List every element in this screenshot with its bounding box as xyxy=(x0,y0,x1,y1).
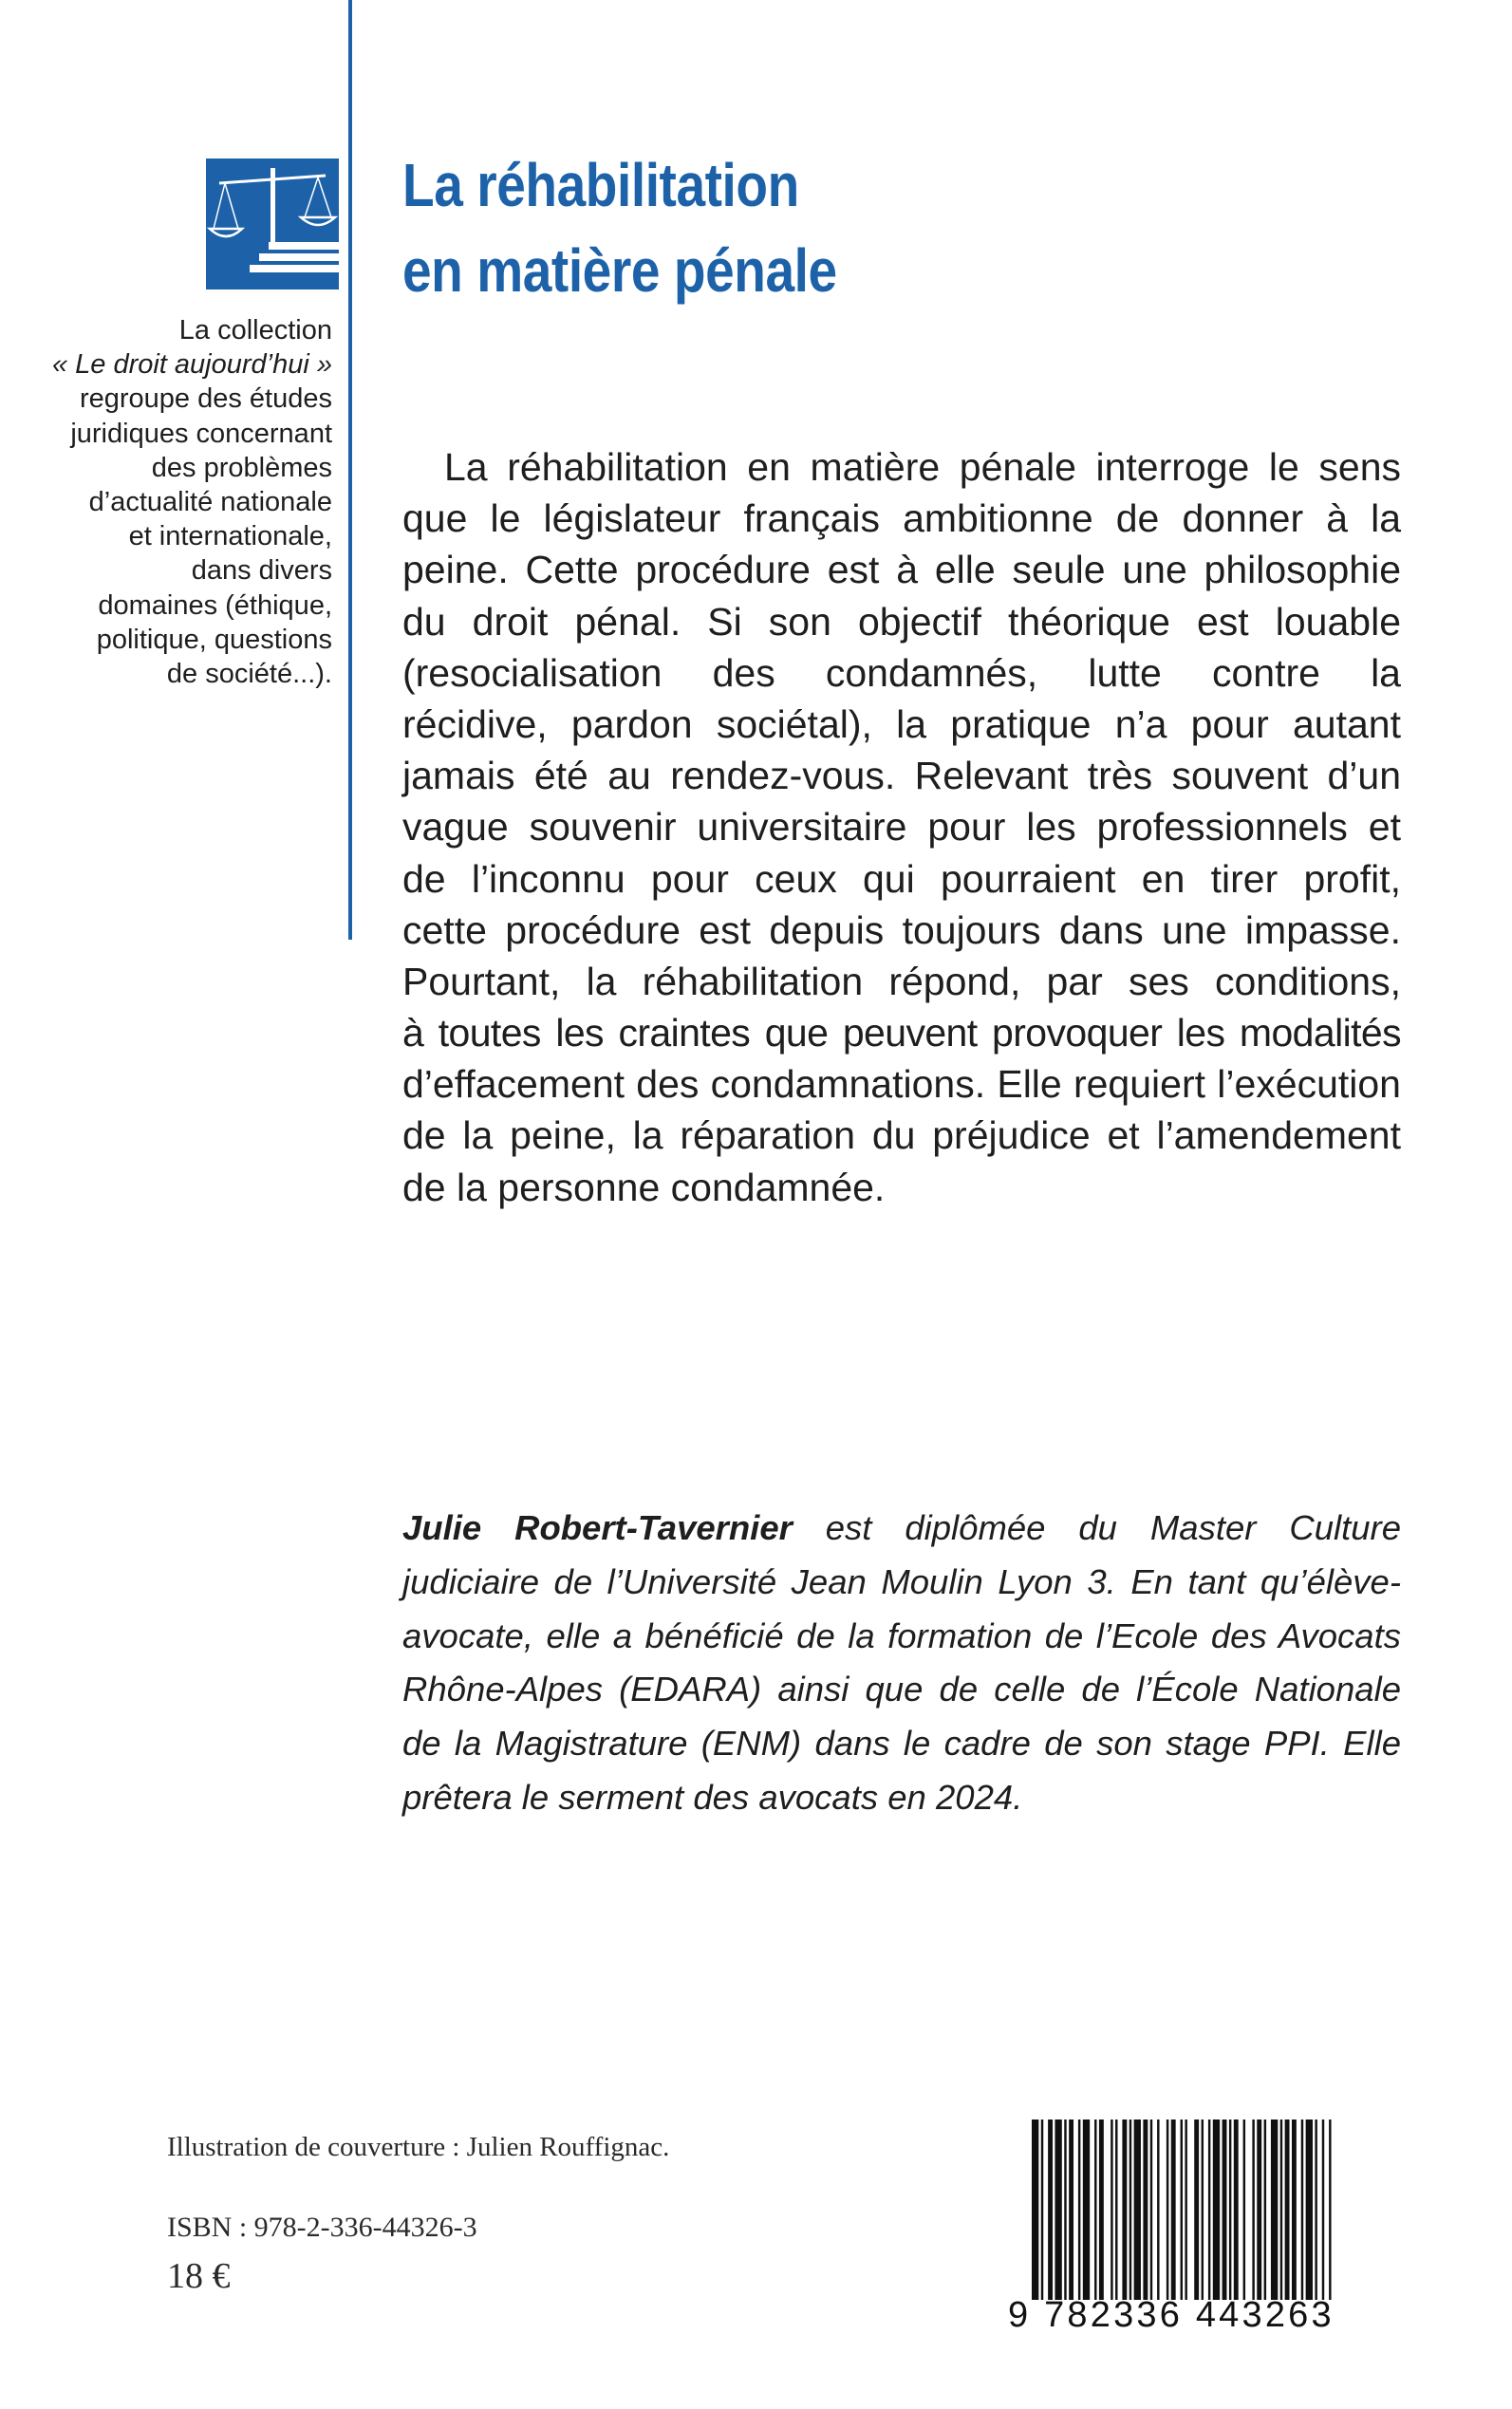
barcode-bar xyxy=(1264,2120,1266,2300)
barcode-bar xyxy=(1115,2120,1117,2300)
bio-line: judiciaire de l’Université Jean Moulin Lyon 3. En tant qu’élève- xyxy=(402,1561,1401,1601)
barcode-bar xyxy=(1055,2120,1061,2300)
bio-line-rest: est diplômée du Master Culture xyxy=(792,1508,1401,1547)
collection-line: d’actualité nationale xyxy=(88,487,332,518)
summary-line: Pourtant, la réhabilitation répond, par ses conditions, xyxy=(402,959,1401,1003)
summary-line: du droit pénal. Si son objectif théorique est louable xyxy=(402,599,1401,644)
barcode-bar xyxy=(1202,2120,1204,2300)
barcode-bar xyxy=(1208,2120,1210,2300)
title-line-1: La réhabilitation xyxy=(402,151,799,219)
barcode-bar xyxy=(1315,2120,1316,2300)
barcode xyxy=(1032,2120,1334,2300)
collection-blurb xyxy=(19,313,332,691)
barcode-bar xyxy=(1099,2120,1104,2300)
barcode-bar xyxy=(1271,2120,1278,2300)
barcode-bar xyxy=(1143,2120,1148,2300)
bio-line: prêtera le serment des avocats en 2024. xyxy=(402,1777,1023,1817)
barcode-bar xyxy=(1134,2120,1141,2300)
summary-line: vague souvenir universitaire pour les professionnels et xyxy=(402,805,1401,850)
summary-line: jamais été au rendez-vous. Relevant très souvent d’un xyxy=(402,754,1401,798)
summary-line: de la personne condamnée. xyxy=(402,1165,886,1209)
barcode-bar xyxy=(1041,2120,1043,2300)
bio-line: Rhône-Alpes (EDARA) ainsi que de celle de l’École Nationale xyxy=(402,1670,1401,1709)
isbn: ISBN : 978-2-336-44326-3 xyxy=(167,2212,477,2243)
barcode-bar xyxy=(1122,2120,1127,2300)
barcode-bar xyxy=(1229,2120,1231,2300)
collection-line: domaines (éthique, xyxy=(98,589,332,621)
barcode-bar xyxy=(1150,2120,1152,2300)
barcode-bar xyxy=(1083,2120,1090,2300)
scales-of-justice-logo xyxy=(206,159,339,289)
barcode-bar xyxy=(1257,2120,1261,2300)
collection-line: et internationale, xyxy=(128,521,332,552)
collection-line: des problèmes xyxy=(151,452,332,483)
barcode-bar xyxy=(1292,2120,1297,2300)
barcode-bar xyxy=(1243,2120,1245,2300)
summary-line: récidive, pardon sociétal), la pratique n’a pour autant xyxy=(402,701,1401,746)
barcode-bar xyxy=(1322,2120,1324,2300)
barcode-bar xyxy=(1185,2120,1186,2300)
collection-line: juridiques concernant xyxy=(70,418,332,449)
barcode-bar xyxy=(1157,2120,1159,2300)
summary-line: que le législateur français ambitionne de donner à la xyxy=(402,496,1401,541)
summary-line: peine. Cette procédure est à elle seule une philosophie xyxy=(402,548,1401,592)
collection-line: regroupe des études xyxy=(79,383,332,415)
barcode-bar xyxy=(1223,2120,1227,2300)
barcode-bar xyxy=(1306,2120,1313,2300)
barcode-bar xyxy=(1078,2120,1080,2300)
barcode-bar xyxy=(1329,2120,1331,2300)
barcode-bar xyxy=(1280,2120,1282,2300)
barcode-bar xyxy=(1094,2120,1096,2300)
bio-line: avocate, elle a bénéficié de la formation de l’Ecole des Avocats xyxy=(402,1615,1401,1655)
bio-first-line xyxy=(402,1502,1401,1556)
barcode-bar xyxy=(1048,2120,1053,2300)
barcode-bar xyxy=(1181,2120,1183,2300)
summary-line: à toutes les craintes que peuvent provoquer les modalités xyxy=(402,1011,1401,1055)
barcode-bar xyxy=(1069,2120,1073,2300)
collection-line: La collection xyxy=(178,315,332,345)
barcode-bar xyxy=(1032,2120,1038,2300)
book-title xyxy=(402,142,1300,313)
barcode-bar xyxy=(1301,2120,1303,2300)
barcode-bar xyxy=(1171,2120,1176,2300)
bio-line: de la Magistrature (ENM) dans le cadre de son stage PPI. Elle xyxy=(402,1724,1401,1764)
collection-line: politique, questions xyxy=(96,624,332,655)
barcode-number: 9 782336 443263 xyxy=(1008,2295,1335,2335)
collection-line: dans divers xyxy=(191,555,332,587)
author-name: Julie Robert-Tavernier xyxy=(402,1508,793,1547)
barcode-bar xyxy=(1167,2120,1168,2300)
barcode-bar xyxy=(1129,2120,1131,2300)
summary-line: cette procédure est depuis toujours dans une impasse. xyxy=(402,907,1401,952)
barcode-bar xyxy=(1234,2120,1239,2300)
price: 18 € xyxy=(167,2256,231,2296)
collection-name: « Le droit aujourd’hui » xyxy=(51,349,332,381)
barcode-bar xyxy=(1064,2120,1066,2300)
title-line-2: en matière pénale xyxy=(402,236,837,305)
barcode-bar xyxy=(1111,2120,1112,2300)
barcode-bar xyxy=(1213,2120,1220,2300)
book-summary xyxy=(402,441,1401,1213)
summary-line: La réhabilitation en matière pénale interroge le sens xyxy=(444,445,1401,489)
barcode-bar xyxy=(1194,2120,1199,2300)
collection-line: de société...). xyxy=(166,659,332,690)
author-bio xyxy=(402,1502,1401,1825)
vertical-divider-line xyxy=(348,0,352,940)
summary-line: (resocialisation des condamnés, lutte contre la xyxy=(402,650,1401,695)
summary-line: d’effacement des condamnations. Elle requiert l’exécution xyxy=(402,1062,1401,1107)
barcode-bar xyxy=(1252,2120,1254,2300)
illustration-credit: Illustration de couverture : Julien Rouffignac. xyxy=(167,2132,670,2162)
summary-line: de la peine, la réparation du préjudice et l’amendement xyxy=(402,1113,1401,1158)
barcode-bar xyxy=(1285,2120,1290,2300)
summary-line: de l’inconnu pour ceux qui pourraient en tirer profit, xyxy=(402,856,1401,901)
